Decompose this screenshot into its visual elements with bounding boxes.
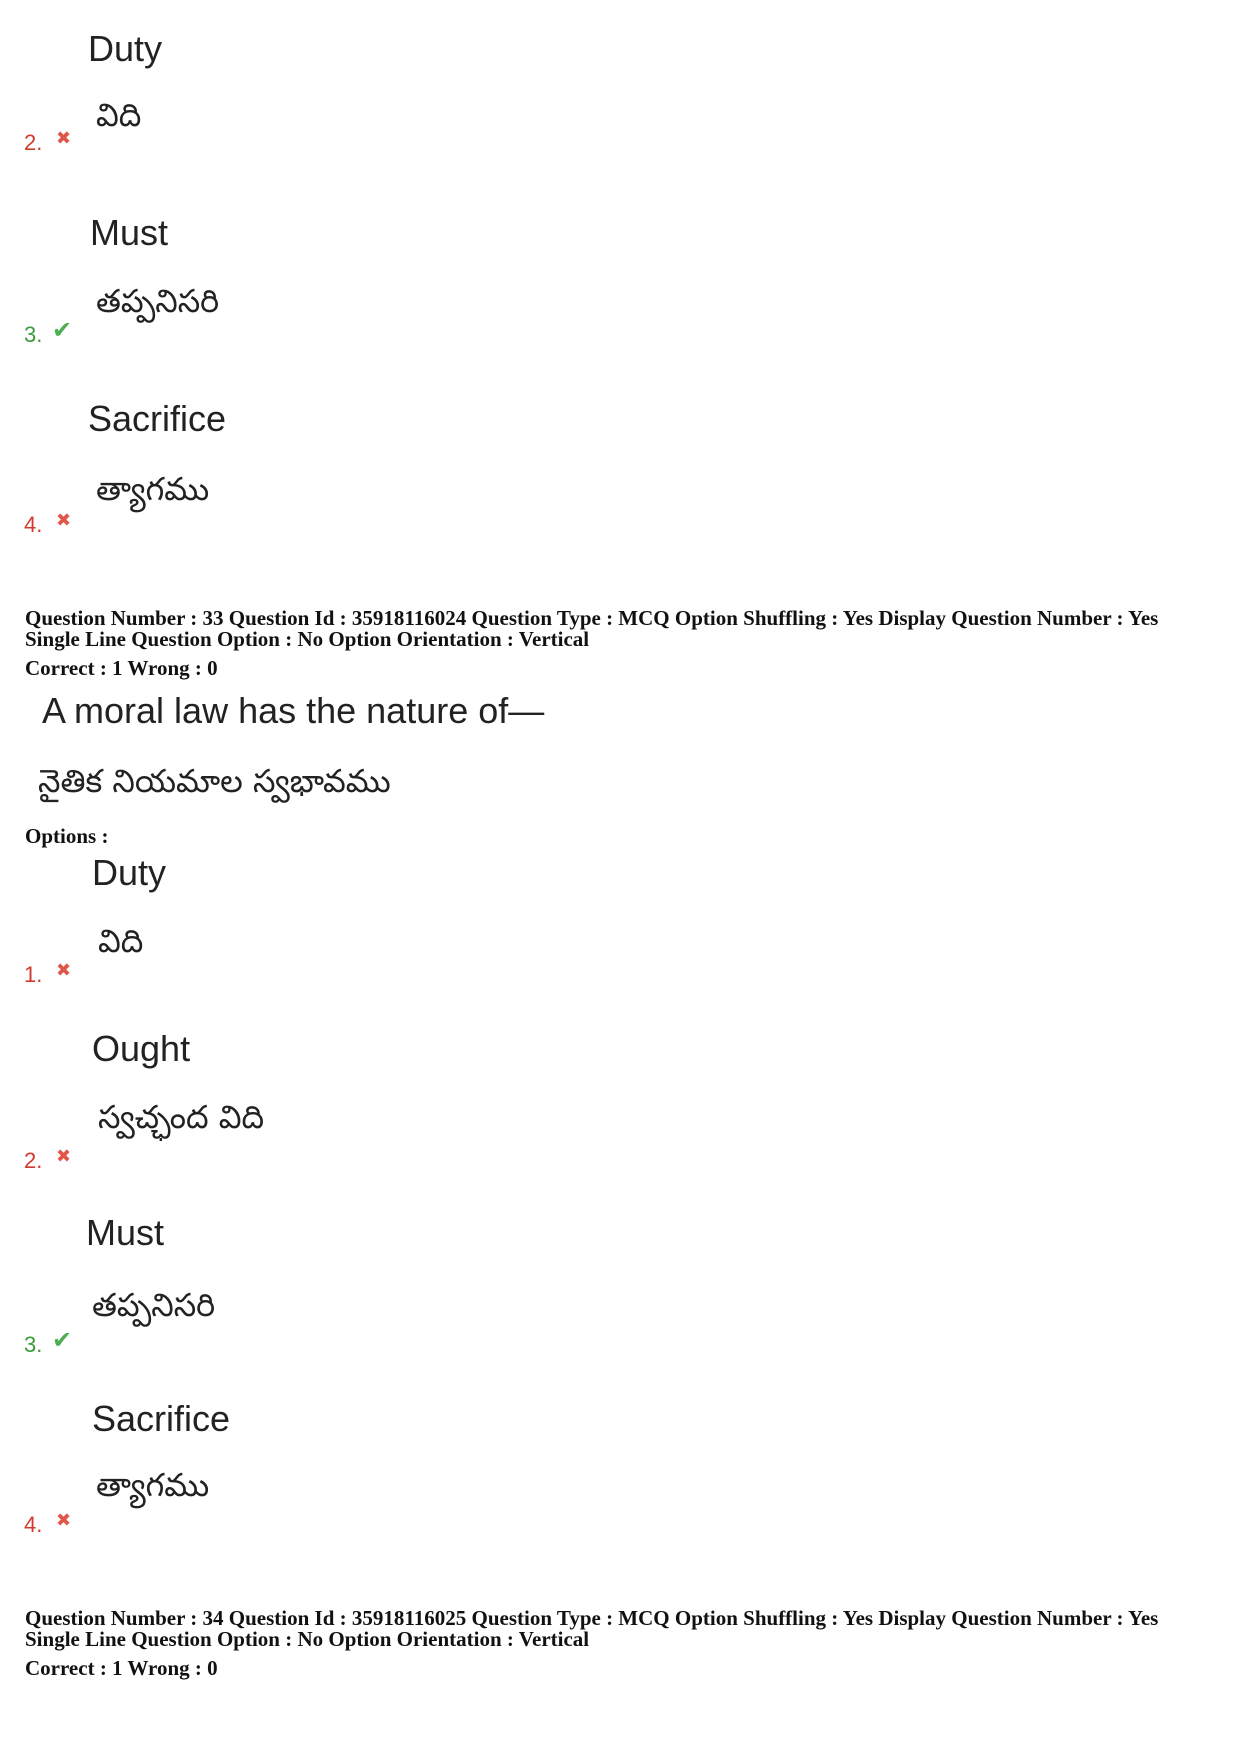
check-icon: ✔ <box>52 316 73 344</box>
option-number: 4. <box>24 512 43 537</box>
cross-icon: ✖ <box>56 510 72 531</box>
question-meta-line2: Single Line Question Option : No Option Orientation : Vertical <box>25 627 590 651</box>
option-english-text: Sacrifice <box>92 1398 231 1439</box>
option-telugu-text: స్వచ్ఛంద విది <box>98 1098 265 1136</box>
option-number: 2. <box>24 1148 43 1173</box>
option-english-text: Duty <box>92 852 167 893</box>
option-telugu-text: తప్పనిసరి <box>96 282 220 320</box>
option-telugu-text: తప్పనిసరి <box>92 1286 216 1324</box>
option-telugu-text: త్యాగము <box>96 1466 210 1504</box>
option-english-text: Must <box>90 212 169 253</box>
question-meta-line2: Single Line Question Option : No Option Orientation : Vertical <box>25 1627 590 1651</box>
cross-icon: ✖ <box>56 1510 72 1531</box>
option-telugu-text: త్యాగము <box>96 470 210 508</box>
cross-icon: ✖ <box>56 960 72 981</box>
question-meta-line1: Question Number : 33 Question Id : 35918116024 Question Type : MCQ Option Shuffling : Yes Display Question Number : Yes <box>25 606 1159 630</box>
option-telugu-text: విది <box>96 96 142 134</box>
option-english-text: Duty <box>88 28 163 69</box>
cross-icon: ✖ <box>56 1146 72 1167</box>
cross-icon: ✖ <box>56 128 72 149</box>
option-number: 1. <box>24 962 43 987</box>
options-label: Options : <box>25 824 109 848</box>
option-english-text: Must <box>86 1212 165 1253</box>
question-english-text: A moral law has the nature of— <box>42 690 545 731</box>
question-marks: Correct : 1 Wrong : 0 <box>25 1656 218 1680</box>
option-number: 3. <box>24 322 43 347</box>
question-telugu-text: నైతిక నియమాల స్వభావము <box>38 762 391 800</box>
option-english-text: Ought <box>92 1028 191 1069</box>
question-marks: Correct : 1 Wrong : 0 <box>25 656 218 680</box>
question-meta-line1: Question Number : 34 Question Id : 35918116025 Question Type : MCQ Option Shuffling : Yes Display Question Number : Yes <box>25 1606 1159 1630</box>
option-telugu-text: విది <box>98 922 144 960</box>
option-english-text: Sacrifice <box>88 398 227 439</box>
check-icon: ✔ <box>52 1326 73 1354</box>
option-number: 4. <box>24 1512 43 1537</box>
option-number: 2. <box>24 130 43 155</box>
option-number: 3. <box>24 1332 43 1357</box>
